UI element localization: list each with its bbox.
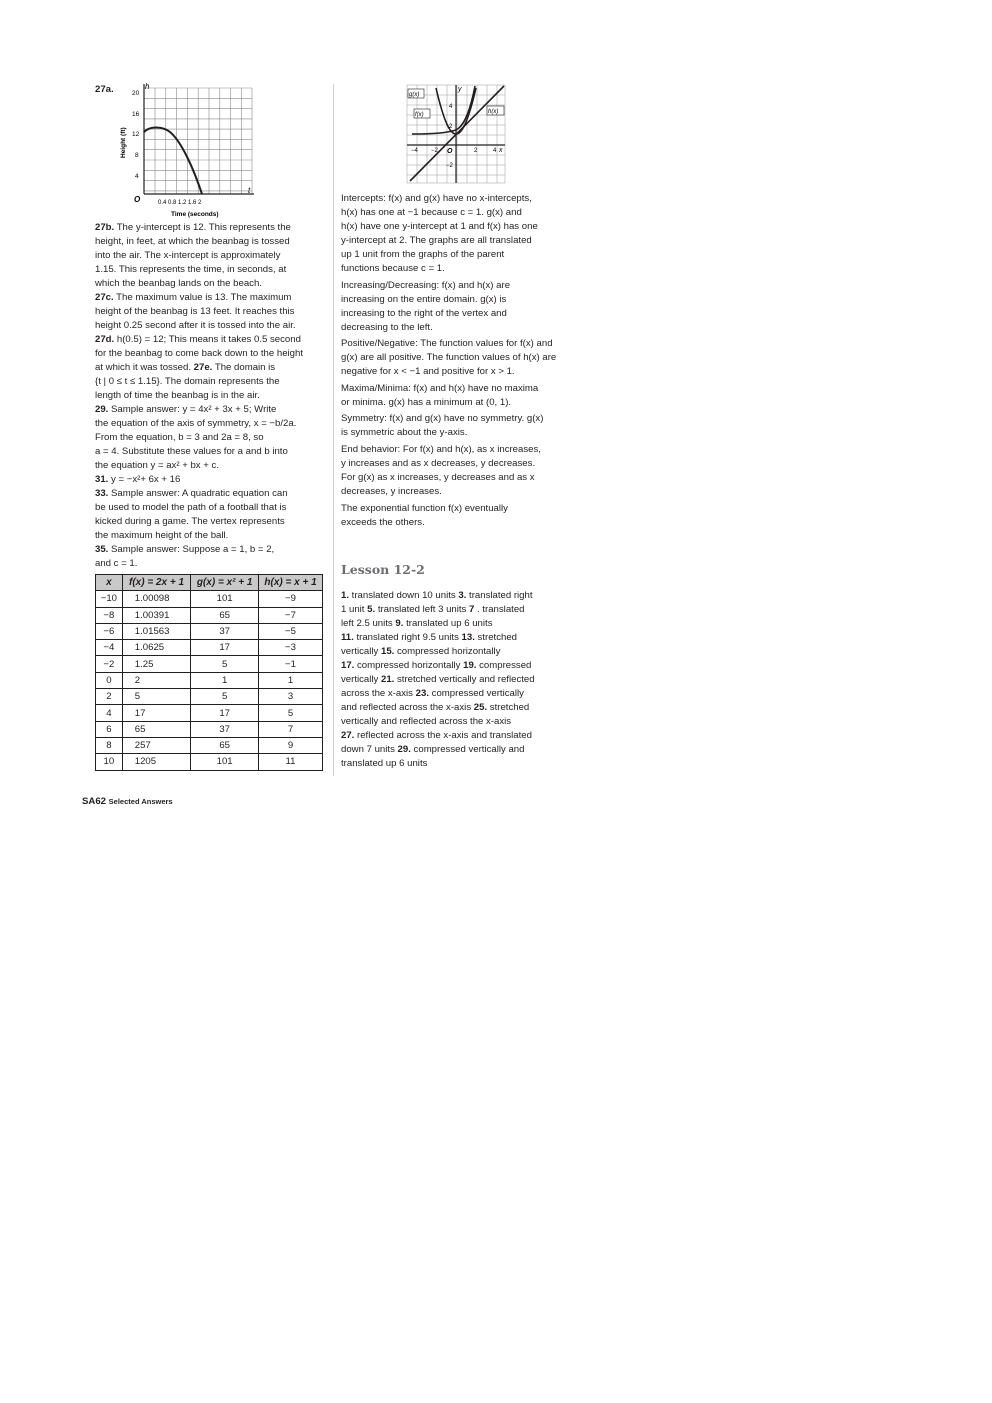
table-row [96,640,323,656]
table-row [96,705,323,721]
lesson-answer-line: across the x-axis 23. compressed vertically [341,688,524,699]
lesson-12-2-answers [341,589,586,771]
table-cell: 0 [96,672,123,688]
x-axis-label: x [499,147,503,154]
xtick-4: 4 [493,148,497,154]
column-2-text [341,192,586,532]
lesson-answer-line: 1. translated down 10 units 3. translated right [341,590,533,601]
table-cell: 17 [191,705,259,721]
graph-27a-curve [144,128,202,195]
table-cell: 17 [191,640,259,656]
xtick-neg2: −2 [431,148,438,154]
table-cell: 37 [191,721,259,737]
answer-27d-27e: 27d. h(0.5) = 12; This means it takes 0.5 second for the beanbag to come back down to the height at which it was tossed. 27e. The domain is {t | 0 ≤ t ≤ 1.15}. The domain represents the length of time the beanbag is in the air. [95,334,304,401]
table-cell: −4 [96,640,123,656]
table-row [96,591,323,607]
table-cell: 1.01563 [122,623,190,639]
lesson-answer-line: 1 unit 5. translated left 3 units 7 . translated [341,604,525,615]
table-cell: 4 [96,705,123,721]
graph-27a-ylabel: Height (ft) [120,127,127,158]
table-cell: −3 [259,640,323,656]
table-cell: 257 [122,737,190,753]
table-cell: −1 [259,656,323,672]
table-cell: 6 [96,721,123,737]
table-row [96,754,323,770]
table-header-f: f(x) = 2x + 1 [122,575,190,591]
graph-27a-y-var: h [145,82,150,91]
table-cell: 101 [191,591,259,607]
page-number: SA62 [82,796,106,807]
answer-27b: 27b. The y-intercept is 12. This represents the height, in feet, at which the beanbag is tossed into the air. The x-intercept is approximately 1.15. This represents the time, in seconds, at which the beanbag lands on the beach. [95,222,291,289]
table-header-x: x [96,575,123,591]
graph-27a-ytick-12: 12 [132,131,140,138]
graph-27a-x-var: t [248,186,251,195]
page-footer [82,796,173,807]
lesson-answer-line: left 2.5 units 9. translated up 6 units [341,618,493,629]
graph-27a-ytick-4: 4 [135,173,139,180]
table-cell: 65 [122,721,190,737]
graph-27a-origin: O [134,195,141,204]
xtick-2: 2 [474,148,478,154]
answer-27c: 27c. The maximum value is 13. The maximum height of the beanbag is 13 feet. It reaches this height 0.25 second after it is tossed into the air. [95,292,296,331]
graph-27a-grid [144,88,252,194]
table-cell: 5 [191,689,259,705]
origin-label: O [447,148,453,155]
ytick-neg2: −2 [446,163,453,169]
table-cell: 10 [96,754,123,770]
lesson-answer-line: 27. reflected across the x-axis and translated [341,730,532,741]
table-cell: −7 [259,607,323,623]
g-label: g(x) [409,92,420,98]
lesson-answer-line: 11. translated right 9.5 units 13. stretched [341,632,518,643]
lesson-answer-line: and reflected across the x-axis 25. stretched [341,702,530,713]
table-body [96,591,323,770]
graph-27a-xticks: 0.4 0.8 1.2 1.6 2 [158,200,202,206]
table-row [96,672,323,688]
h-label: h(x) [488,109,499,115]
maxima-minima-paragraph: Maxima/Minima: f(x) and h(x) have no maxima or minima. g(x) has a minimum at (0, 1). [341,382,539,408]
graph-27a-ytick-20: 20 [132,90,140,97]
table-cell: 1 [191,672,259,688]
table-cell: −8 [96,607,123,623]
table-cell: 1205 [122,754,190,770]
function-values-table [95,574,323,771]
graph-27a-ytick-8: 8 [135,152,139,159]
symmetry-paragraph: Symmetry: f(x) and g(x) have no symmetry. g(x) is symmetric about the y-axis. [341,413,544,439]
table-cell: 65 [191,607,259,623]
intercepts-paragraph: Intercepts: f(x) and g(x) have no x-intercepts, h(x) has one at −1 because c = 1. g(x) and h(x) have one y-intercept at 1 and f(x) has one y-intercept at 2. The graphs are all translated up 1 unit from the graphs of the parent functions because c = 1. [341,193,538,274]
table-cell: 5 [122,689,190,705]
table-cell: −2 [96,656,123,672]
table-cell: −6 [96,623,123,639]
table-cell: −9 [259,591,323,607]
table-header-g: g(x) = x² + 1 [191,575,259,591]
end-behavior-paragraph: End behavior: For f(x) and h(x), as x increases, y increases and as x decreases, y decreases. For g(x) as x increases, y decreases and as x decreases, y increases. [341,443,541,497]
graph-functions [404,82,508,186]
graph-27a-axes [144,84,254,194]
y-axis-label: y [458,86,462,93]
lesson-answer-line: vertically 21. stretched vertically and reflected [341,674,535,685]
table-row [96,737,323,753]
table-row [96,656,323,672]
table-row [96,689,323,705]
table-cell: 1 [259,672,323,688]
table-cell: 7 [259,721,323,737]
lesson-answer-line: down 7 units 29. compressed vertically and [341,744,525,755]
answer-29: 29. Sample answer: y = 4x² + 3x + 5; Write the equation of the axis of symmetry, x = −b/2a. From the equation, b = 3 and 2a = 8, so a = 4. Substitute these values for a and b into the equation y = ax² + bx + c. [95,404,297,471]
graph-27a-ytick-16: 16 [132,111,140,118]
table-cell: 3 [259,689,323,705]
table-cell: 1.0625 [122,640,190,656]
column-1-text [95,221,335,571]
table-header-row [96,575,323,591]
table-cell: 2 [96,689,123,705]
positive-negative-paragraph: Positive/Negative: The function values for f(x) and g(x) are all positive. The function values of h(x) are negative for x < −1 and positive for x > 1. [341,338,557,378]
table-cell: 1.25 [122,656,190,672]
exponential-paragraph: The exponential function f(x) eventually exceeds the others. [341,502,508,528]
table-cell: 101 [191,754,259,770]
lesson-answer-line: vertically 15. compressed horizontally [341,646,501,657]
table-row [96,607,323,623]
answer-31: 31. y = −x²+ 6x + 16 [95,474,181,485]
lesson-answer-line: 17. compressed horizontally 19. compressed [341,660,532,671]
table-cell: 9 [259,737,323,753]
table-cell: 1.00098 [122,591,190,607]
column-divider [333,84,334,776]
lesson-answer-line: vertically and reflected across the x-axis [341,716,512,727]
table-row [96,623,323,639]
table-cell: 11 [259,754,323,770]
table-cell: 37 [191,623,259,639]
lesson-title: Lesson 12-2 [341,562,425,577]
table-cell: 17 [122,705,190,721]
table-cell: 8 [96,737,123,753]
graph-27a [112,80,260,220]
table-cell: −10 [96,591,123,607]
table-cell: 2 [122,672,190,688]
table-cell: −5 [259,623,323,639]
f-label: f(x) [415,112,424,118]
lesson-answer-line: translated up 6 units [341,758,428,769]
footer-section-label: Selected Answers [108,797,173,806]
table-cell: 5 [259,705,323,721]
table-cell: 1.00391 [122,607,190,623]
xtick-neg4: −4 [411,148,418,154]
table-row [96,721,323,737]
answer-33: 33. Sample answer: A quadratic equation can be used to model the path of a football that is kicked during a game. The vertex represents the maximum height of the ball. [95,488,288,541]
answer-35: 35. Sample answer: Suppose a = 1, b = 2, and c = 1. [95,544,275,569]
problem-27a-label: 27a. [95,84,114,95]
table-cell: 5 [191,656,259,672]
ytick-2: 2 [449,124,453,130]
ytick-4: 4 [449,104,453,110]
increasing-paragraph: Increasing/Decreasing: f(x) and h(x) are increasing on the entire domain. g(x) is increasing to the right of the vertex and decreasing to the left. [341,279,511,333]
graph-27a-xlabel: Time (seconds) [171,211,219,218]
table-cell: 65 [191,737,259,753]
table-header-h: h(x) = x + 1 [259,575,323,591]
